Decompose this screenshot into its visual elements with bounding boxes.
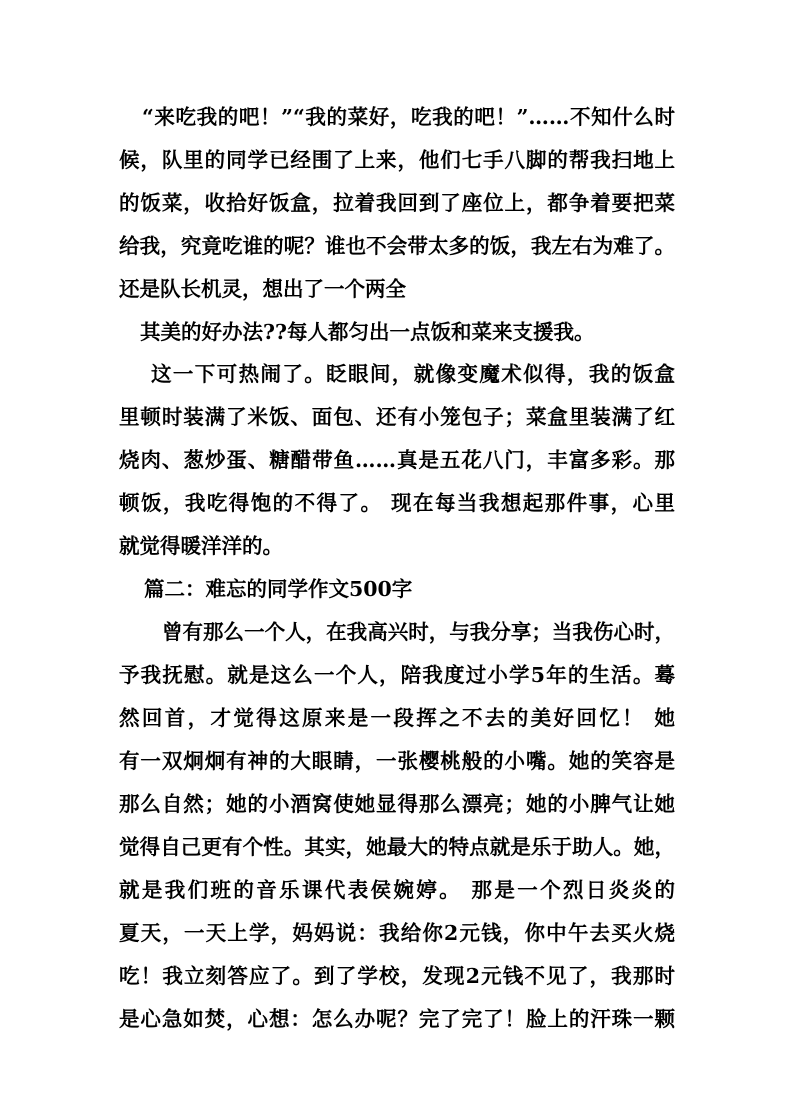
paragraph-line-7: 这一下可热闹了。眨眼间，就像变魔术似得，我的饭盒 bbox=[151, 362, 675, 386]
paragraph-line-21: 吃！我立刻答应了。到了学校，发现2元钱不见了，我那时 bbox=[119, 964, 675, 988]
paragraph-line-4: 给我，究竟吃谁的呢？谁也不会带太多的饭，我左右为难了。 bbox=[119, 234, 675, 258]
paragraph-line-11: 就觉得暖洋洋的。 bbox=[119, 534, 283, 558]
section-heading: 篇二：难忘的同学作文500字 bbox=[144, 577, 413, 601]
paragraph-line-17: 那么自然；她的小酒窝使她显得那么漂亮；她的小脾气让她 bbox=[119, 792, 675, 816]
paragraph-line-19: 就是我们班的音乐课代表侯婉婷。 那是一个烈日炎炎的 bbox=[119, 878, 675, 902]
paragraph-line-16: 有一双炯炯有神的大眼睛，一张樱桃般的小嘴。她的笑容是 bbox=[119, 749, 675, 773]
paragraph-line-1: “来吃我的吧！”“我的菜好，吃我的吧！”……不知什么时 bbox=[142, 105, 675, 129]
paragraph-line-10: 顿饭，我吃得饱的不得了。 现在每当我想起那件事，心里 bbox=[119, 491, 675, 515]
paragraph-line-14: 予我抚慰。就是这么一个人，陪我度过小学5年的生活。蓦 bbox=[119, 663, 675, 687]
paragraph-line-22: 是心急如焚，心想：怎么办呢？完了完了！脸上的汗珠一颗 bbox=[119, 1007, 675, 1031]
paragraph-line-5: 还是队长机灵，想出了一个两全 bbox=[119, 277, 406, 301]
paragraph-line-13: 曾有那么一个人，在我高兴时，与我分享；当我伤心时， bbox=[162, 620, 675, 644]
paragraph-line-18: 觉得自己更有个性。其实，她最大的特点就是乐于助人。她， bbox=[119, 835, 675, 859]
paragraph-line-8: 里顿时装满了米饭、面包、还有小笼包子；菜盒里装满了红 bbox=[119, 405, 675, 429]
paragraph-line-3: 的饭菜，收拾好饭盒，拉着我回到了座位上，都争着要把菜 bbox=[119, 191, 675, 215]
paragraph-line-9: 烧肉、葱炒蛋、糖醋带鱼……真是五花八门，丰富多彩。那 bbox=[119, 448, 675, 472]
paragraph-line-20: 夏天，一天上学，妈妈说：我给你2元钱，你中午去买火烧 bbox=[119, 921, 675, 945]
paragraph-line-2: 候，队里的同学已经围了上来，他们七手八脚的帮我扫地上 bbox=[119, 148, 675, 172]
paragraph-line-6: 其美的好办法??每人都匀出一点饭和菜来支援我。 bbox=[140, 320, 595, 344]
paragraph-line-15: 然回首，才觉得这原来是一段挥之不去的美好回忆！ 她 bbox=[119, 706, 675, 730]
